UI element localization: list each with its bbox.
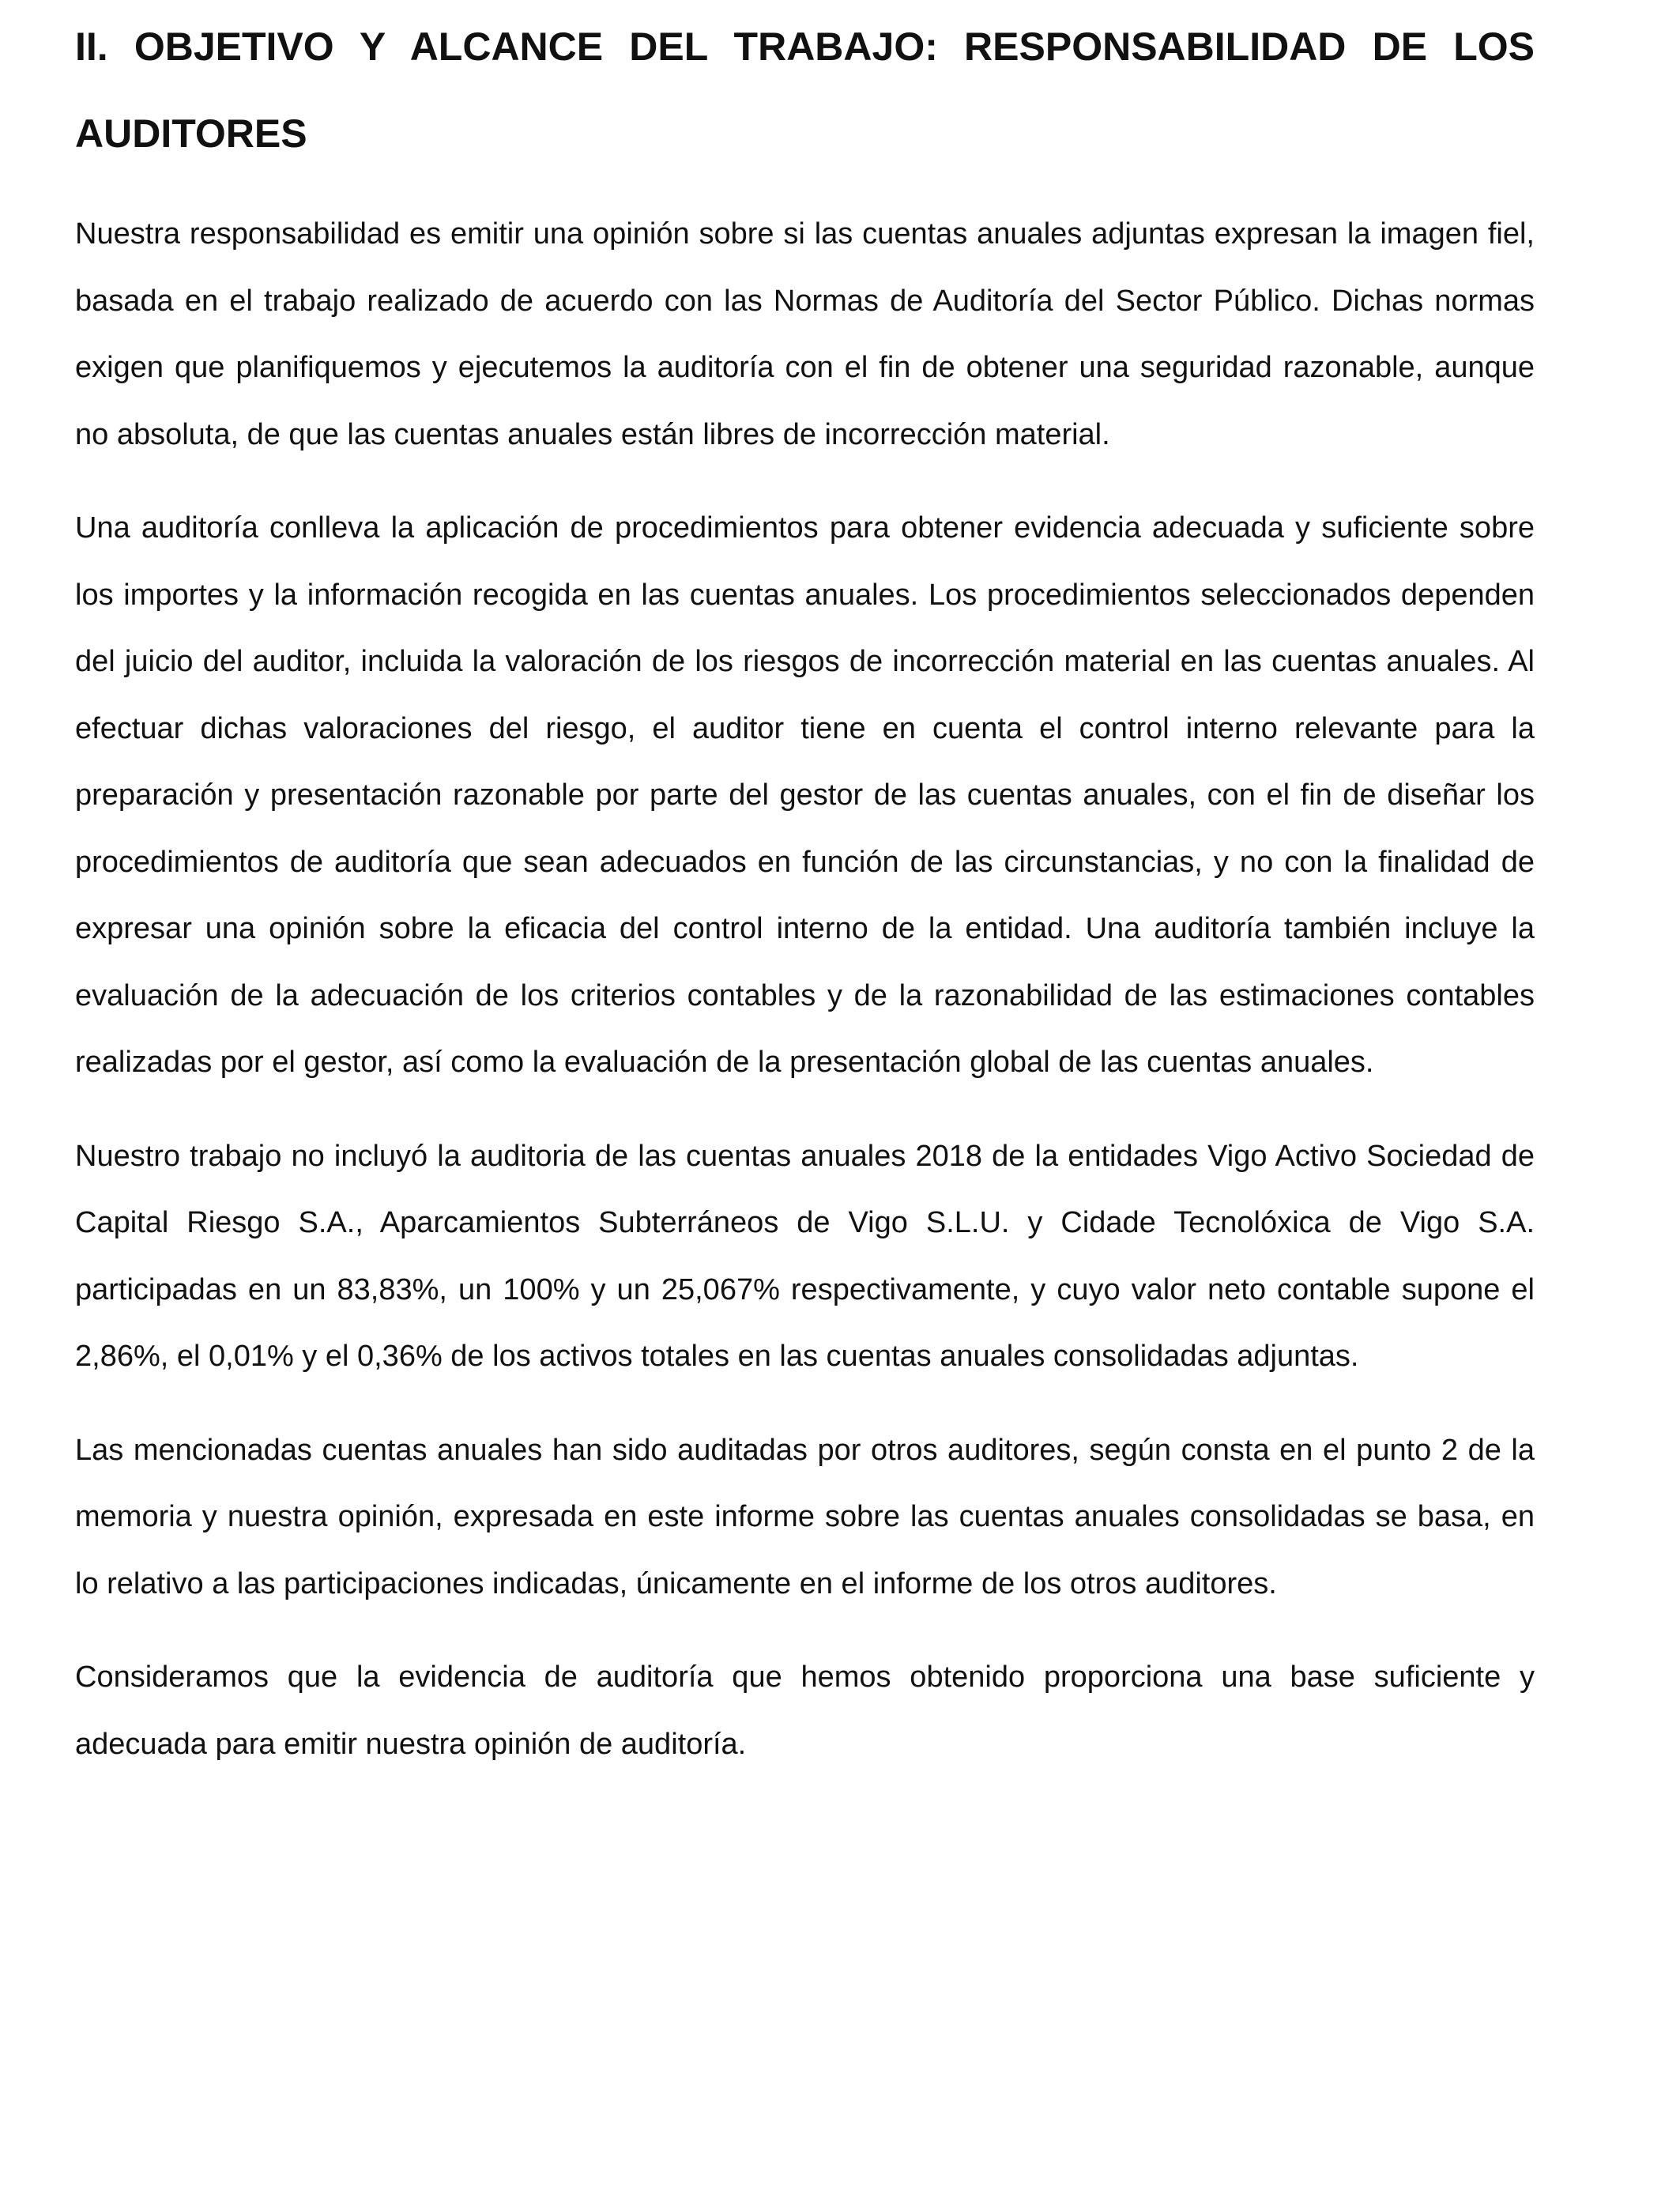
- paragraph-responsibility: Nuestra responsabilidad es emitir una opinión sobre si las cuentas anuales adjuntas expresan la imagen fiel, basada en el trabajo realizado de acuerdo con las Normas de Auditoría del Sector Público. Dichas normas exigen que planifiquemos y ejecutemos la auditoría con el fin de obtener una seguridad razonable, aunque no absoluta, de que las cuentas anuales están libres de incorrección material.: [75, 217, 1535, 451]
- paragraph-other-auditors: Las mencionadas cuentas anuales han sido auditadas por otros auditores, según consta en el punto 2 de la memoria y nuestra opinión, expresada en este informe sobre las cuentas anuales consolidadas se basa, en lo relativo a las participaciones indicadas, únicamente en el informe de los otros auditores.: [75, 1433, 1535, 1600]
- section-title: II. OBJETIVO Y ALCANCE DEL TRABAJO: RESPONSABILIDAD DE LOS AUDITORES: [75, 25, 1535, 156]
- document-body: [75, 0, 1535, 1777]
- paragraph-audit-procedures: Una auditoría conlleva la aplicación de procedimientos para obtener evidencia adecuada y suficiente sobre los importes y la información recogida en las cuentas anuales. Los procedimientos seleccionados dependen del juicio del auditor, incluida la valoración de los riesgos de incorrección material en las cuentas anuales. Al efectuar dichas valoraciones del riesgo, el auditor tiene en cuenta el control interno relevante para la preparación y presentación razonable por parte del gestor de las cuentas anuales, con el fin de diseñar los procedimientos de auditoría que sean adecuados en función de las circunstancias, y no con la finalidad de expresar una opinión sobre la eficacia del control interno de la entidad. Una auditoría también incluye la evaluación de la adecuación de los criterios contables y de la razonabilidad de las estimaciones contables realizadas por el gestor, así como la evaluación de la presentación global de las cuentas anuales.: [75, 511, 1535, 1079]
- paragraph-conclusion: Consideramos que la evidencia de auditoría que hemos obtenido proporciona una base suficiente y adecuada para emitir nuestra opinión de auditoría.: [75, 1661, 1535, 1761]
- paragraph-scope-limitation: Nuestro trabajo no incluyó la auditoria de las cuentas anuales 2018 de la entidades Vigo Activo Sociedad de Capital Riesgo S.A., Aparcamientos Subterráneos de Vigo S.L.U. y Cidade Tecnolóxica de Vigo S.A. participadas en un 83,83%, un 100% y un 25,067% respectivamente, y cuyo valor neto contable supone el 2,86%, el 0,01% y el 0,36% de los activos totales en las cuentas anuales consolidadas adjuntas.: [75, 1139, 1535, 1373]
